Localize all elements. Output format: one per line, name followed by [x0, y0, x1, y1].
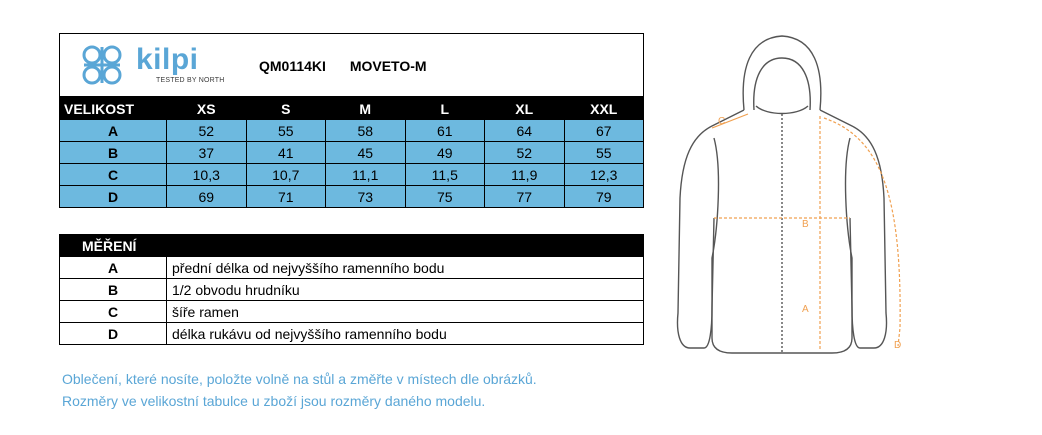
product-title — [259, 58, 427, 74]
row-description: délka rukávu od nejvyššího ramenního bodu — [167, 323, 644, 345]
label-a: A — [802, 304, 809, 315]
row-description: šíře ramen — [167, 301, 644, 323]
chart-header — [59, 33, 644, 97]
row-label: D — [60, 186, 167, 208]
brand-tagline: TESTED BY NORTH — [156, 77, 225, 84]
table-cell: 79 — [564, 186, 644, 208]
row-label: B — [60, 142, 167, 164]
table-cell: 11,9 — [485, 164, 565, 186]
row-label: A — [60, 120, 167, 142]
label-c: C — [718, 116, 726, 127]
table-cell: 69 — [167, 186, 247, 208]
row-description: 1/2 obvodu hrudníku — [167, 279, 644, 301]
table-cell: 11,5 — [405, 164, 485, 186]
table-row — [60, 279, 644, 301]
table-cell: 75 — [405, 186, 485, 208]
table-cell: 52 — [167, 120, 247, 142]
table-row — [60, 301, 644, 323]
table-cell: 77 — [485, 186, 565, 208]
table-cell: 58 — [326, 120, 406, 142]
size-chart — [59, 33, 644, 208]
label-d: D — [894, 340, 902, 351]
table-cell: 61 — [405, 120, 485, 142]
kilpi-logo — [74, 41, 244, 91]
size-xs: XS — [167, 98, 247, 120]
product-name: MOVETO-M — [349, 58, 427, 74]
row-label: A — [60, 257, 167, 279]
measurement-header-row — [60, 235, 644, 257]
row-label: D — [60, 323, 167, 345]
row-label: C — [60, 164, 167, 186]
measurement-header-blank — [167, 235, 644, 257]
label-b: B — [802, 219, 809, 230]
table-cell: 12,3 — [564, 164, 644, 186]
table-cell: 52 — [485, 142, 565, 164]
measure-d-line — [824, 118, 900, 346]
table-row — [60, 120, 644, 142]
table-row — [60, 257, 644, 279]
jacket-outline — [678, 36, 887, 353]
table-cell: 10,3 — [167, 164, 247, 186]
size-header-row — [60, 98, 644, 120]
size-xl: XL — [485, 98, 565, 120]
table-cell: 67 — [564, 120, 644, 142]
row-label: B — [60, 279, 167, 301]
table-cell: 73 — [326, 186, 406, 208]
table-cell: 64 — [485, 120, 565, 142]
size-l: L — [405, 98, 485, 120]
instruction-note: Oblečení, které nosíte, položte volně na stůl a změřte v místech dle obrázků. — [62, 371, 537, 387]
size-table — [59, 97, 644, 208]
measurement-header: MĚŘENÍ — [60, 235, 167, 257]
table-row — [60, 186, 644, 208]
table-row — [60, 323, 644, 345]
table-row — [60, 164, 644, 186]
size-header-label: VELIKOST — [60, 98, 167, 120]
table-cell: 49 — [405, 142, 485, 164]
size-xxl: XXL — [564, 98, 644, 120]
table-cell: 55 — [564, 142, 644, 164]
measurement-legend — [59, 234, 644, 345]
table-row — [60, 142, 644, 164]
measurement-table — [59, 234, 644, 345]
table-cell: 55 — [246, 120, 326, 142]
size-m: M — [326, 98, 406, 120]
product-code: QM0114KI — [259, 58, 326, 74]
row-label: C — [60, 301, 167, 323]
table-cell: 71 — [246, 186, 326, 208]
size-s: S — [246, 98, 326, 120]
table-cell: 10,7 — [246, 164, 326, 186]
jacket-diagram — [652, 28, 922, 363]
model-note: Rozměry ve velikostní tabulce u zboží jsou rozměry daného modelu. — [62, 393, 486, 409]
table-cell: 45 — [326, 142, 406, 164]
row-description: přední délka od nejvyššího ramenního bodu — [167, 257, 644, 279]
knot-logo-icon — [74, 41, 134, 91]
table-cell: 11,1 — [326, 164, 406, 186]
table-cell: 41 — [246, 142, 326, 164]
brand-name: kilpi — [136, 43, 199, 76]
table-cell: 37 — [167, 142, 247, 164]
